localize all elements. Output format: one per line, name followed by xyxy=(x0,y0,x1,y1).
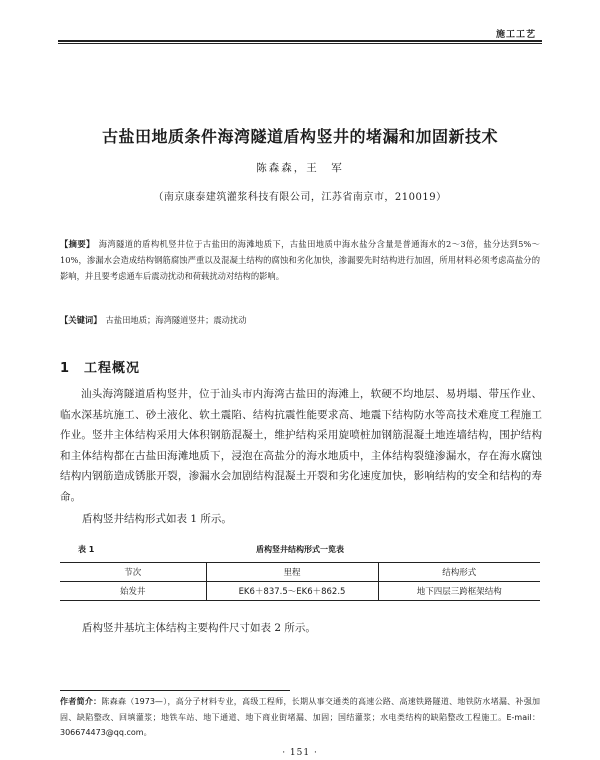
table-row xyxy=(60,582,540,601)
table-intro-text: 盾构竖井结构形式如表 1 所示。 xyxy=(82,513,232,525)
table-header-cell: 里程 xyxy=(206,563,378,582)
table-header-cell: 结构形式 xyxy=(378,563,540,582)
keywords-text: 古盐田地质；海湾隧道竖井；震动扰动 xyxy=(105,315,247,325)
paper-title: 古盐田地质条件海湾隧道盾构竖井的堵漏和加固新技术 xyxy=(101,127,498,146)
abstract-label: 【摘要】 xyxy=(60,239,95,249)
table-header-cell: 节次 xyxy=(124,568,142,578)
table2-intro-text: 盾构竖井基坑主体结构主要构件尺寸如表 2 所示。 xyxy=(82,622,316,634)
author-affiliation: （南京康泰建筑灌浆科技有限公司，江苏省南京市，210019） xyxy=(153,192,447,203)
paper-authors: 陈森森，王 军 xyxy=(256,162,344,174)
running-header: 施工工艺 xyxy=(495,30,536,40)
section-heading xyxy=(60,357,140,376)
abstract xyxy=(60,236,540,284)
body-paragraph: 汕头海湾隧道盾构竖井，位于汕头市内海湾古盐田的海滩上，软硬不均地层、易坍塌、带压作业、临水深基坑施工、砂土液化、软土震陷、结构抗震性能要求高、地震下结构防水等高技术难度工程施工作业。竖井主体结构采用大体积钢筋混凝土，维护结构采用旋喷桩加钢筋混凝土地连墙结构，围护结构和主体结构都在古盐田海滩地质下，浸泡在高盐分的海水地质中，主体结构裂缝渗漏水，存在海水腐蚀结构内钢筋造成锈胀开裂，渗漏水会加剧结构混凝土开裂和劣化速度加快，影响结构的安全和结构的寿命。 xyxy=(60,388,542,503)
table-cell: 地下四层三跨框架结构 xyxy=(378,582,540,601)
section-number: 1 xyxy=(60,361,71,376)
abstract-text: 海湾隧道的盾构机竖井位于古盐田的海滩地质下，古盐田地质中海水盐分含量是普通海水的2～3倍，盐分达到5%～10%，渗漏水会造成结构钢筋腐蚀严重以及混凝土结构的腐蚀和劣化加快，渗漏要先时结构进行加固，所用材料必须考虑高盐分的影响，并且要考虑通车后震动扰动和荷载扰动对结构的影响。 xyxy=(60,239,540,281)
table-title: 盾构竖井结构形式一览表 xyxy=(256,545,344,554)
table-cell: EK6＋837.5～EK6＋862.5 xyxy=(206,582,378,601)
header-rule-thin xyxy=(58,43,542,44)
footnote-label: 作者简介： xyxy=(60,697,102,706)
footnote-text: 陈森森（1973—），高分子材料专业，高级工程师，长期从事交通类的高速公路、高速铁路隧道、地铁防水堵漏、补强加固、缺陷整改、回填灌浆；地铁车站、地下通道、地下商业街堵漏、加固；国结灌浆；水电类结构的缺陷整改工程施工。E-mail：306674473@qq.com。 xyxy=(60,697,540,737)
header-rule-thick xyxy=(58,40,542,42)
structure-table xyxy=(60,562,540,601)
table-cell: 始发井 xyxy=(119,587,146,597)
table-number: 表 1 xyxy=(78,545,95,554)
table-header-row xyxy=(60,563,540,582)
keywords xyxy=(60,312,540,328)
page-number: · 151 · xyxy=(282,748,318,758)
author-footnote xyxy=(60,694,540,741)
keywords-label: 【关键词】 xyxy=(60,315,102,325)
section-title: 工程概况 xyxy=(84,361,141,376)
footnote-rule xyxy=(60,690,290,691)
